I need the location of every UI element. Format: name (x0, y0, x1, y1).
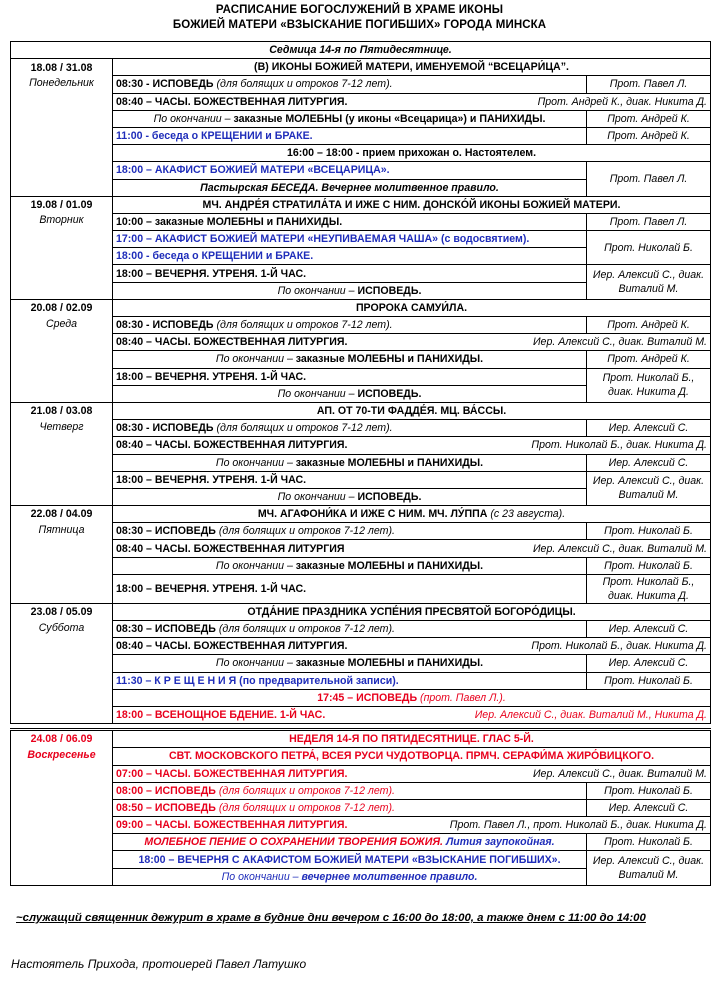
day-name: Суббота (11, 621, 113, 724)
service-item: 08:30 - ИСПОВЕДЬ (для болящих и отроков 7-12 лет). (113, 76, 587, 93)
table-row (11, 506, 711, 523)
signature: Настоятель Прихода, протоиерей Павел Латушко (11, 957, 307, 971)
day-name: Понедельник (11, 76, 113, 196)
clergy-cell: Прот. Николай Б. (587, 782, 711, 799)
table-row (11, 603, 711, 620)
table-row (11, 196, 711, 213)
service-item: 08:40 – ЧАСЫ. БОЖЕСТВЕННАЯ ЛИТУРГИЯ Иер. Алексий С., диак. Виталий М. (113, 540, 711, 557)
service-item: 18:00 – ВЕЧЕРНЯ С АКАФИСТОМ БОЖИЕЙ МАТЕРИ «ВЗЫСКАНИЕ ПОГИБШИХ». (113, 851, 587, 868)
feast-heading: ОТДА́НИЕ ПРАЗДНИКА УСПЕ́НИЯ ПРЕСВЯТОЙ БОГОРО́ДИЦЫ. (113, 603, 711, 620)
clergy-cell: Прот. Андрей К. (587, 351, 711, 368)
service-item: По окончании – заказные МОЛЕБНЫ и ПАНИХИДЫ. (113, 557, 587, 574)
table-row (11, 76, 711, 93)
service-item: 18:00 - беседа о КРЕЩЕНИИ и БРАКЕ. (113, 248, 587, 265)
service-item: По окончании – заказные МОЛЕБНЫ и ПАНИХИДЫ. (113, 351, 587, 368)
service-item: 17:45 – ИСПОВЕДЬ (прот. Павел Л.). (113, 689, 711, 706)
service-item: 08:30 – ИСПОВЕДЬ (для болящих и отроков 7-12 лет). (113, 523, 587, 540)
service-item: 08:40 – ЧАСЫ. БОЖЕСТВЕННАЯ ЛИТУРГИЯ. Прот. Андрей К., диак. Никита Д. (113, 93, 711, 110)
day-name: Воскресенье (11, 748, 113, 886)
day-date: 19.08 / 01.09 (11, 196, 113, 213)
service-item: 08:40 – ЧАСЫ. БОЖЕСТВЕННАЯ ЛИТУРГИЯ. Прот. Николай Б., диак. Никита Д. (113, 638, 711, 655)
service-item: 08:30 – ИСПОВЕДЬ (для болящих и отроков 7-12 лет). (113, 621, 587, 638)
table-row (11, 110, 711, 127)
table-row (11, 127, 711, 144)
service-item: 18:00 – ВСЕНОЩНОЕ БДЕНИЕ. 1-Й ЧАС. Иер. Алексий С., диак. Виталий М., Никита Д. (113, 706, 711, 723)
service-item: 08:40 – ЧАСЫ. БОЖЕСТВЕННАЯ ЛИТУРГИЯ. Иер. Алексий С., диак. Виталий М. (113, 334, 711, 351)
service-item: 16:00 – 18:00 - прием прихожан о. Настоятелем. (113, 145, 711, 162)
service-item: 18:00 – АКАФИСТ БОЖИЕЙ МАТЕРИ «ВСЕЦАРИЦА». (113, 162, 587, 179)
table-row (11, 334, 711, 351)
service-item: 08:00 – ИСПОВЕДЬ (для болящих и отроков 7-12 лет). (113, 782, 587, 799)
service-item: 18:00 – ВЕЧЕРНЯ. УТРЕНЯ. 1-Й ЧАС. (113, 265, 587, 282)
day-name: Четверг (11, 420, 113, 506)
service-item: 08:40 – ЧАСЫ. БОЖЕСТВЕННАЯ ЛИТУРГИЯ. Прот. Николай Б., диак. Никита Д. (113, 437, 711, 454)
clergy-cell: Иер. Алексий С. (587, 655, 711, 672)
table-row (11, 437, 711, 454)
table-row (11, 454, 711, 471)
service-item: По окончании – ИСПОВЕДЬ. (113, 385, 587, 402)
table-row (11, 730, 711, 748)
clergy-cell: Иер. Алексий С., диак. Виталий М. (587, 471, 711, 505)
service-item: 10:00 – заказные МОЛЕБНЫ и ПАНИХИДЫ. (113, 213, 587, 230)
service-item: По окончании – заказные МОЛЕБНЫ и ПАНИХИДЫ. (113, 655, 587, 672)
service-item: 18:00 – ВЕЧЕРНЯ. УТРЕНЯ. 1-Й ЧАС. (113, 368, 587, 385)
table-row (11, 621, 711, 638)
table-row (11, 557, 711, 574)
table-row (11, 265, 711, 282)
footnote: ~служащий священник дежурит в храме в будние дни вечером с 16:00 до 18:00, а также днем с 11:00 до 14:00 (16, 912, 646, 924)
service-item: 08:30 - ИСПОВЕДЬ (для болящих и отроков 7-12 лет). (113, 317, 587, 334)
table-row (11, 782, 711, 799)
service-item: 17:00 – АКАФИСТ БОЖИЕЙ МАТЕРИ «НЕУПИВАЕМАЯ ЧАША» (с водосвятием). (113, 231, 587, 248)
day-name: Пятница (11, 523, 113, 604)
day-date: 21.08 / 03.08 (11, 402, 113, 419)
service-item: 07:00 – ЧАСЫ. БОЖЕСТВЕННАЯ ЛИТУРГИЯ. Иер. Алексий С., диак. Виталий М. (113, 765, 711, 782)
table-row (11, 162, 711, 179)
table-row (11, 799, 711, 816)
schedule-title-line2: БОЖИЕЙ МАТЕРИ «ВЗЫСКАНИЕ ПОГИБШИХ» ГОРОДА МИНСКА (172, 19, 547, 31)
table-row (11, 93, 711, 110)
table-row (11, 213, 711, 230)
table-row (11, 834, 711, 851)
table-row (11, 471, 711, 488)
clergy-cell: Прот. Николай Б., диак. Никита Д. (587, 574, 711, 603)
clergy-cell: Прот. Павел Л. (587, 213, 711, 230)
clergy-cell: Прот. Андрей К. (587, 127, 711, 144)
table-row (11, 748, 711, 765)
clergy-cell: Прот. Павел Л. (587, 162, 711, 196)
feast-heading: НЕДЕЛЯ 14-Я ПО ПЯТИДЕСЯТНИЦЕ. ГЛАС 5-Й. (113, 730, 711, 748)
day-date: 20.08 / 02.09 (11, 299, 113, 316)
feast-heading-2: СВТ. МОСКОВСКОГО ПЕТРА́, ВСЕЯ РУСИ ЧУДОТВОРЦА. ПРМЧ. СЕРАФИ́МА ЖИРО́ВИЦКОГО. (113, 748, 711, 765)
clergy-cell: Прот. Николай Б., диак. Никита Д. (587, 368, 711, 402)
table-row (11, 59, 711, 76)
schedule-title-line1: РАСПИСАНИЕ БОГОСЛУЖЕНИЙ В ХРАМЕ ИКОНЫ (215, 4, 504, 16)
clergy-cell: Иер. Алексий С., диак. Виталий М. (587, 265, 711, 299)
service-item: По окончании – ИСПОВЕДЬ. (113, 488, 587, 505)
table-row (11, 299, 711, 316)
week-heading: Седмица 14-я по Пятидесятнице. (11, 42, 711, 59)
table-row (11, 351, 711, 368)
clergy-cell: Прот. Николай Б. (587, 834, 711, 851)
table-row (11, 540, 711, 557)
table-row (11, 655, 711, 672)
service-item: 11:30 – К Р Е Щ Е Н И Я (по предварительной записи). (113, 672, 587, 689)
service-item: По окончании – ИСПОВЕДЬ. (113, 282, 587, 299)
table-row (11, 574, 711, 603)
clergy-cell: Прот. Николай Б. (587, 523, 711, 540)
day-date: 23.08 / 05.09 (11, 603, 113, 620)
clergy-cell: Иер. Алексий С. (587, 454, 711, 471)
table-row (11, 420, 711, 437)
clergy-cell: Иер. Алексий С., диак. Виталий М. (587, 851, 711, 885)
service-item: 18:00 – ВЕЧЕРНЯ. УТРЕНЯ. 1-Й ЧАС. (113, 574, 587, 603)
day-name: Вторник (11, 213, 113, 299)
clergy-cell: Иер. Алексий С. (587, 420, 711, 437)
table-row (11, 317, 711, 334)
day-name: Среда (11, 317, 113, 403)
service-item: По окончании – заказные МОЛЕБНЫ и ПАНИХИДЫ. (113, 454, 587, 471)
table-row (11, 145, 711, 162)
feast-heading: (В) ИКОНЫ БОЖИЕЙ МАТЕРИ, ИМЕНУЕМОЙ “ВСЕЦАРИ́ЦА”. (113, 59, 711, 76)
service-item: 11:00 - беседа о КРЕЩЕНИИ и БРАКЕ. (113, 127, 587, 144)
service-item: По окончании – вечернее молитвенное правило. (113, 868, 587, 885)
day-date: 22.08 / 04.09 (11, 506, 113, 523)
service-item: 08:30 - ИСПОВЕДЬ (для болящих и отроков 7-12 лет). (113, 420, 587, 437)
day-date: 18.08 / 31.08 (11, 59, 113, 76)
clergy-cell: Прот. Николай Б. (587, 557, 711, 574)
feast-heading: МЧ. АГАФОНИ́КА И ИЖЕ С НИМ. МЧ. ЛУ́ППА (с 23 августа). (113, 506, 711, 523)
table-row (11, 689, 711, 706)
service-item: 08:50 – ИСПОВЕДЬ (для болящих и отроков 7-12 лет). (113, 799, 587, 816)
feast-heading: АП. ОТ 70-ТИ ФАДДЕ́Я. МЦ. ВА́ССЫ. (113, 402, 711, 419)
table-row (11, 231, 711, 248)
table-row (11, 368, 711, 385)
table-row (11, 672, 711, 689)
clergy-cell: Иер. Алексий С. (587, 799, 711, 816)
clergy-cell: Прот. Андрей К. (587, 317, 711, 334)
clergy-cell: Прот. Павел Л. (587, 76, 711, 93)
feast-heading: ПРОРОКА САМУИ́ЛА. (113, 299, 711, 316)
table-row (11, 523, 711, 540)
day-date: 24.08 / 06.09 (11, 730, 113, 748)
table-row (11, 851, 711, 868)
table-row (11, 42, 711, 59)
service-item: 09:00 – ЧАСЫ. БОЖЕСТВЕННАЯ ЛИТУРГИЯ. Прот. Павел Л., прот. Николай Б., диак. Никита Д. (113, 817, 711, 834)
clergy-cell: Иер. Алексий С. (587, 621, 711, 638)
feast-heading: МЧ. АНДРЕ́Я СТРАТИЛА́ТА И ИЖЕ С НИМ. ДОНСКО́Й ИКОНЫ БОЖИЕЙ МАТЕРИ. (113, 196, 711, 213)
schedule-table (10, 41, 711, 886)
service-item: По окончании – заказные МОЛЕБНЫ (у иконы «Всецарица») и ПАНИХИДЫ. (113, 110, 587, 127)
table-row (11, 765, 711, 782)
service-item: 18:00 – ВЕЧЕРНЯ. УТРЕНЯ. 1-Й ЧАС. (113, 471, 587, 488)
table-row (11, 817, 711, 834)
table-row (11, 706, 711, 723)
table-row (11, 402, 711, 419)
service-item: Пастырская БЕСЕДА. Вечернее молитвенное правило. (113, 179, 587, 196)
table-row (11, 638, 711, 655)
clergy-cell: Прот. Андрей К. (587, 110, 711, 127)
clergy-cell: Прот. Николай Б. (587, 231, 711, 265)
service-item: МОЛЕБНОЕ ПЕНИЕ О СОХРАНЕНИИ ТВОРЕНИЯ БОЖИЯ. Лития заупокойная. (113, 834, 587, 851)
clergy-cell: Прот. Николай Б. (587, 672, 711, 689)
